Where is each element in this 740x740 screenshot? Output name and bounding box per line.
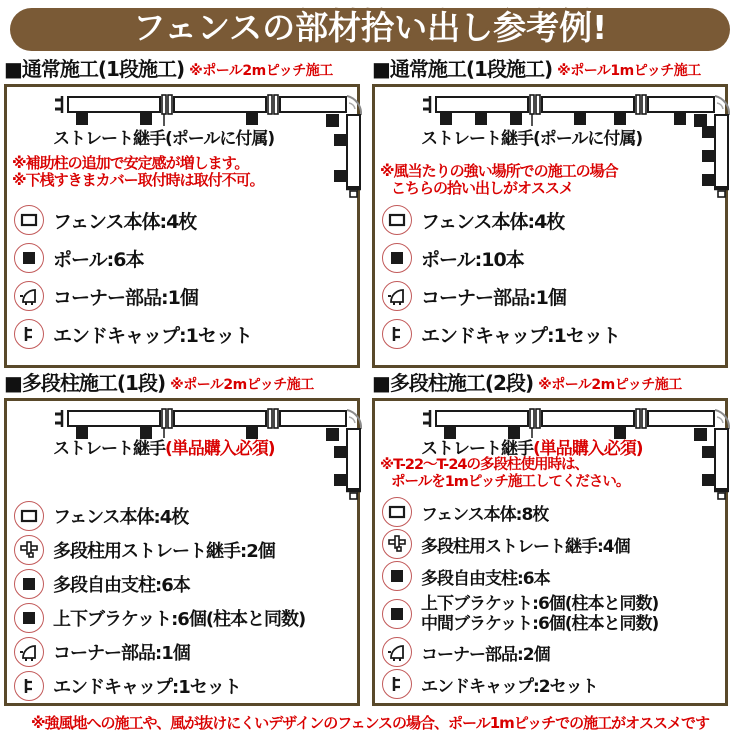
multi-post-joint-icon — [14, 535, 44, 565]
part-label: 上下ブラケット:6個(柱本と同数) — [53, 609, 306, 630]
panel-notes — [380, 457, 629, 491]
part-label: 多段柱用ストレート継手:4個 — [421, 536, 630, 557]
panel-title-row — [372, 57, 736, 82]
note-line: こちらの拾い出しがオススメ — [391, 179, 573, 197]
panel-notes — [12, 155, 264, 189]
fence-panel-icon — [382, 497, 412, 527]
part-row — [14, 319, 354, 349]
parts-list — [14, 502, 354, 706]
panel-multipost-2dan — [372, 371, 736, 706]
part-row — [382, 498, 722, 526]
part-row — [14, 205, 354, 235]
panel-title: ■通常施工(1段施工) — [372, 57, 553, 81]
end-cap-icon — [14, 671, 44, 701]
panel-notes — [380, 163, 618, 197]
part-label: 多段柱用ストレート継手:2個 — [53, 541, 275, 562]
corner-part-icon — [14, 281, 44, 311]
fence-panel-icon — [14, 501, 44, 531]
part-row — [14, 536, 354, 564]
fence-panel-icon — [382, 205, 412, 235]
panel-normal-1m — [372, 57, 736, 368]
pitch-note: ※ポール2mピッチ施工 — [189, 63, 333, 79]
part-label: コーナー部品:1個 — [421, 286, 566, 309]
panel-multipost-1dan — [4, 371, 368, 706]
part-label: フェンス本体:8枚 — [421, 504, 549, 525]
joint-label: ストレート継手(単品購入必須) — [421, 439, 643, 459]
corner-part-icon — [382, 281, 412, 311]
pole-icon — [14, 243, 44, 273]
part-row — [14, 604, 354, 632]
end-cap-icon — [382, 669, 412, 699]
part-row — [14, 281, 354, 311]
part-label: エンドキャップ:1セット — [53, 324, 252, 347]
note-line: ※下桟すきまカバー取付時は取付不可。 — [12, 171, 264, 189]
part-label: エンドキャップ:1セット — [53, 677, 241, 698]
part-label: 上下ブラケット:6個(柱本と同数) — [421, 594, 659, 614]
panel-normal-2m — [4, 57, 368, 368]
part-label: コーナー部品:2個 — [421, 644, 550, 665]
part-row — [14, 502, 354, 530]
panel-title: ■多段柱施工(1段) — [4, 371, 166, 395]
panel-box — [372, 84, 728, 368]
part-row — [382, 670, 722, 698]
end-cap-icon — [382, 319, 412, 349]
parts-list — [14, 205, 354, 357]
corner-part-icon — [14, 637, 44, 667]
part-label: ポール:10本 — [421, 248, 524, 271]
footer-note: ※強風地への施工や、風が抜けにくいデザインのフェンスの場合、ポール1mピッチでの施工がオススメです — [30, 714, 710, 732]
pitch-note: ※ポール1mピッチ施工 — [557, 63, 701, 79]
part-row — [382, 562, 722, 590]
part-label: フェンス本体:4枚 — [421, 210, 565, 233]
part-label: エンドキャップ:1セット — [421, 324, 620, 347]
note-line: ※風当たりの強い場所での施工の場合 — [380, 162, 618, 180]
part-row — [382, 638, 722, 666]
part-row — [14, 672, 354, 700]
joint-label: ストレート継手(単品購入必須) — [53, 439, 275, 459]
panel-title-row — [4, 371, 368, 396]
pole-icon — [382, 599, 412, 629]
pitch-note: ※ポール2mピッチ施工 — [538, 377, 682, 393]
pole-icon — [382, 561, 412, 591]
joint-label: ストレート継手(ポールに付属) — [53, 129, 275, 149]
part-row — [382, 319, 722, 349]
panel-box — [372, 398, 728, 706]
multi-post-joint-icon — [382, 529, 412, 559]
pole-icon — [382, 243, 412, 273]
page-title: フェンスの部材拾い出し参考例! — [132, 8, 608, 47]
note-line: ※補助柱の追加で安定感が増します。 — [12, 154, 249, 172]
part-row — [382, 243, 722, 273]
note-line: ※T-22〜T-24の多段柱使用時は、 — [380, 457, 589, 473]
part-label: 多段自由支柱:6本 — [53, 575, 190, 596]
part-row — [14, 638, 354, 666]
part-row — [382, 594, 722, 634]
part-row — [14, 570, 354, 598]
pole-icon — [14, 569, 44, 599]
part-row — [382, 205, 722, 235]
part-label: コーナー部品:1個 — [53, 643, 190, 664]
part-label: コーナー部品:1個 — [53, 286, 198, 309]
joint-label: ストレート継手(ポールに付属) — [421, 129, 643, 149]
part-row — [382, 530, 722, 558]
pitch-note: ※ポール2mピッチ施工 — [170, 377, 314, 393]
parts-list — [382, 205, 722, 357]
panel-box — [4, 398, 360, 706]
part-label: エンドキャップ:2セット — [421, 676, 598, 697]
part-row — [14, 243, 354, 273]
part-label: 中間ブラケット:6個(柱本と同数) — [421, 614, 659, 634]
panel-box — [4, 84, 360, 368]
end-cap-icon — [14, 319, 44, 349]
panel-title: ■通常施工(1段施工) — [4, 57, 185, 81]
part-label: ポール:6本 — [53, 248, 144, 271]
part-label-group — [421, 594, 658, 634]
part-label: フェンス本体:4枚 — [53, 507, 189, 528]
corner-part-icon — [382, 637, 412, 667]
fence-panel-icon — [14, 205, 44, 235]
part-label: フェンス本体:4枚 — [53, 210, 197, 233]
part-row — [382, 281, 722, 311]
panel-title-row — [4, 57, 368, 82]
note-line: ポールを1mピッチ施工してください。 — [391, 474, 630, 490]
part-label: 多段自由支柱:6本 — [421, 568, 550, 589]
pole-icon — [14, 603, 44, 633]
panel-title-row — [372, 371, 736, 396]
parts-list — [382, 498, 722, 702]
panel-title: ■多段柱施工(2段) — [372, 371, 534, 395]
